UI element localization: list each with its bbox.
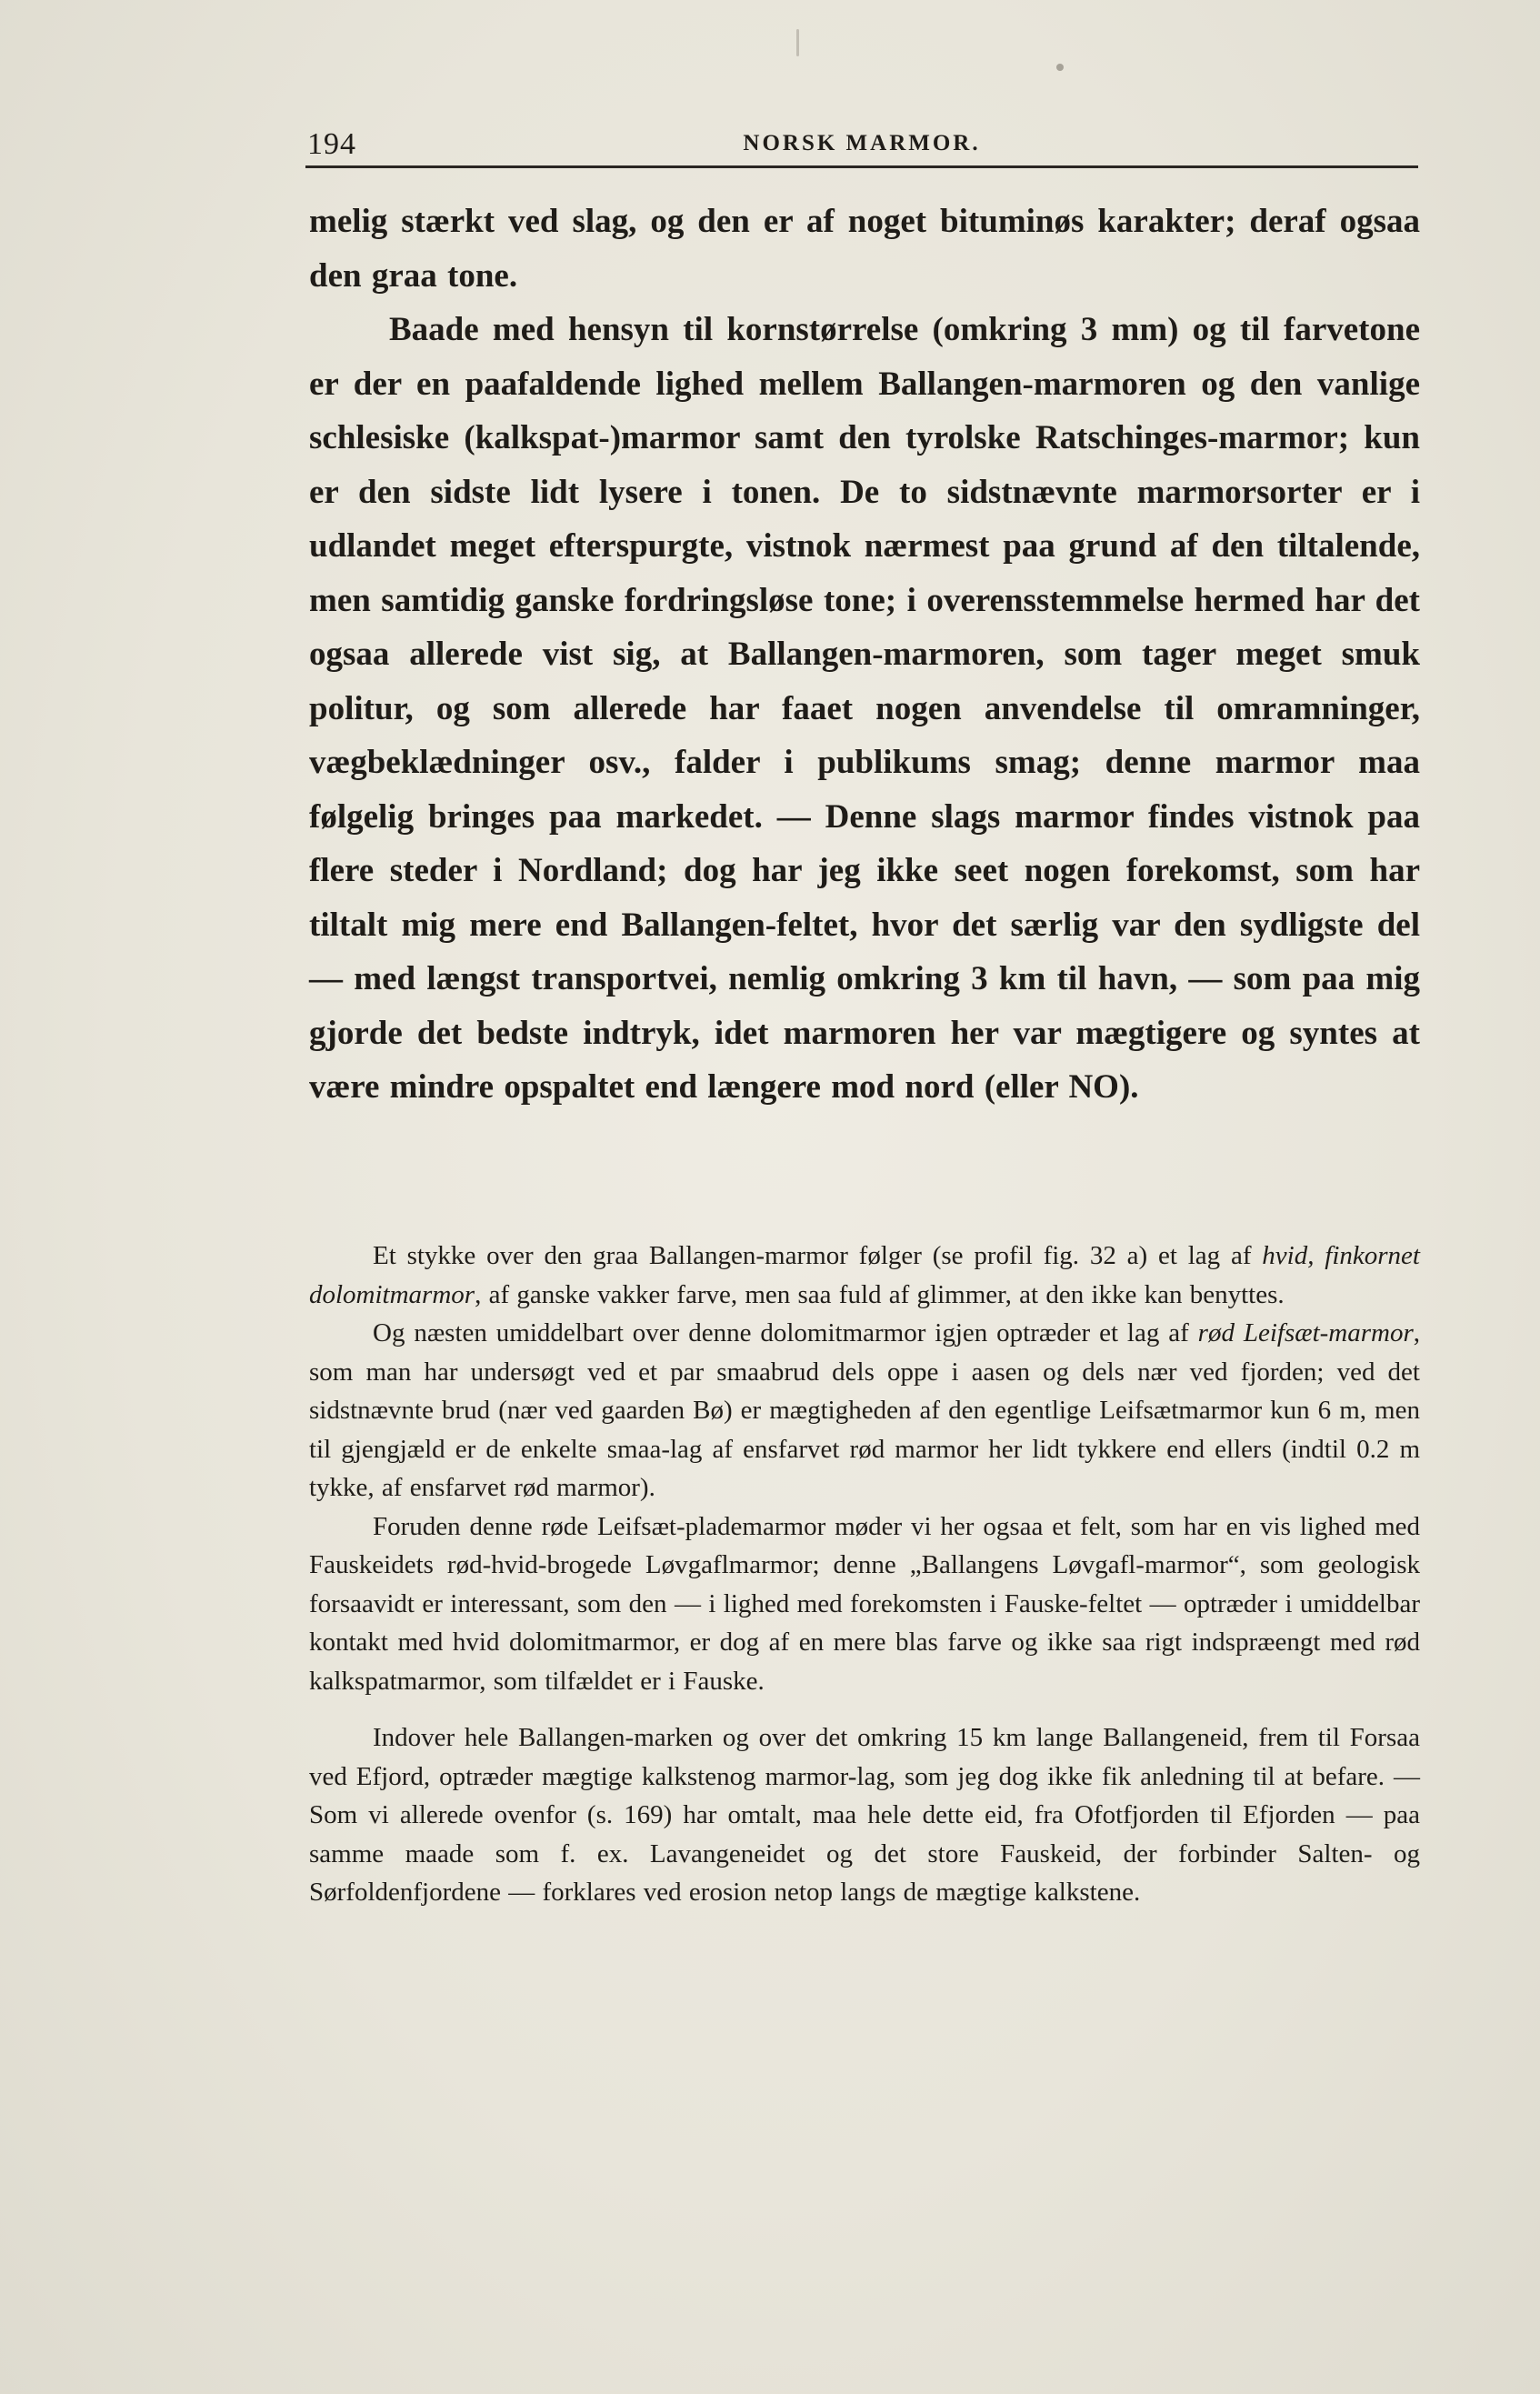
text-run: Et stykke over den graa Ballangen-marmor følger (se profil fig. 32 a) et lag af (373, 1241, 1263, 1270)
text-run: , som man har undersøgt ved et par smaabrud dels oppe i aasen og dels nær ved fjorden; ved det sidstnævnte brud (nær ved gaarden Bø) er mægtigheden af den egentlige Leifsætmarmor kun 6 m, men til gjengjæld er de enkelte smaa-lag af ensfarvet rød marmor her lidt tykkere end ellers (indtil 0.2 m tykke, af ensfarvet rød marmor). (309, 1318, 1420, 1502)
page-header (305, 124, 1418, 168)
ink-speck (796, 29, 799, 56)
paragraph-lovgafl-marmor (309, 1508, 1420, 1701)
running-head: NORSK MARMOR. (743, 131, 981, 155)
paragraph-ballangen-marmor: Baade med hensyn til kornstørrelse (omkring 3 mm) og til farvetone er der en paafaldende lighed mellem Ballangen-marmoren og den vanlige schlesiske (kalkspat-)marmor samt den tyrolske Ratschinges-marmor; kun er den sidste lidt lysere i tonen. De to sidstnævnte marmorsorter er i udlandet meget efterspurgte, vistnok nærmest paa grund af den tiltalende, men samtidig ganske fordringsløse tone; i overensstemmelse hermed har det ogsaa allerede vist sig, at Ballangen-marmoren, som tager meget smuk politur, og som allerede har faaet nogen anvendelse til omramninger, vægbeklædninger osv., falder i publikums smag; denne marmor maa følgelig bringes paa markedet. — Denne slags marmor findes vistnok paa flere steder i Nordland; dog har jeg ikke seet nogen forekomst, som har tiltalt mig mere end Ballangen-feltet, hvor det særlig var den sydligste del — med længst transportvei, nemlig omkring 3 km til havn, — som paa mig gjorde det bedste indtryk, idet marmoren her var mægtigere og syntes at være mindre opspaltet end længere mod nord (eller NO). (309, 311, 1420, 1106)
paragraph-dolomitmarmor (309, 1237, 1420, 1314)
main-text (309, 195, 1420, 1115)
page-number: 194 (307, 127, 356, 161)
small-print-section (309, 1237, 1420, 1912)
italic-term: hvid, finkornet dolomitmarmor (309, 1241, 1420, 1309)
text-run: Og næsten umiddelbart over denne dolomitmarmor igjen optræder et lag af (373, 1318, 1198, 1347)
italic-term: rød Leifsæt-marmor (1197, 1318, 1414, 1347)
paragraph-leifsaet-marmor (309, 1314, 1420, 1508)
ink-speck (1056, 64, 1064, 71)
text-run: , af ganske vakker farve, men saa fuld af glimmer, at den ikke kan benyttes. (475, 1279, 1285, 1309)
paragraph-ballangeneid (309, 1718, 1420, 1912)
text-run: Foruden denne røde Leifsæt-plademarmor møder vi her ogsaa et felt, som har en vis lighed med Fauskeidets rød-hvid-brogede Løvgaflmarmor; denne „Ballangens Løvgafl-marmor“, som geologisk forsaavidt er interessant, som den — i lighed med forekomsten i Fauske-feltet — optræder i umiddelbar kontakt med hvid dolomitmarmor, er dog af en mere blas farve og ikke saa rigt indspræengt med rød kalkspatmarmor, som tilfældet er i Fauske. (309, 1511, 1420, 1696)
text-run: Indover hele Ballangen-marken og over det omkring 15 km lange Ballangeneid, frem til Forsaa ved Efjord, optræder mægtige kalkstenog marmor-lag, som jeg dog ikke fik anledning til at befare. — Som vi allerede ovenfor (s. 169) har omtalt, maa hele dette eid, fra Ofotfjorden til Efjorden — paa samme maade som f. ex. Lavangeneidet og det store Fauskeid, der forbinder Salten- og Sørfoldenfjordene — forklares ved erosion netop langs de mægtige kalkstene. (309, 1723, 1420, 1907)
paragraph-continuation: melig stærkt ved slag, og den er af noget bituminøs karakter; deraf ogsaa den graa tone. (309, 203, 1420, 295)
